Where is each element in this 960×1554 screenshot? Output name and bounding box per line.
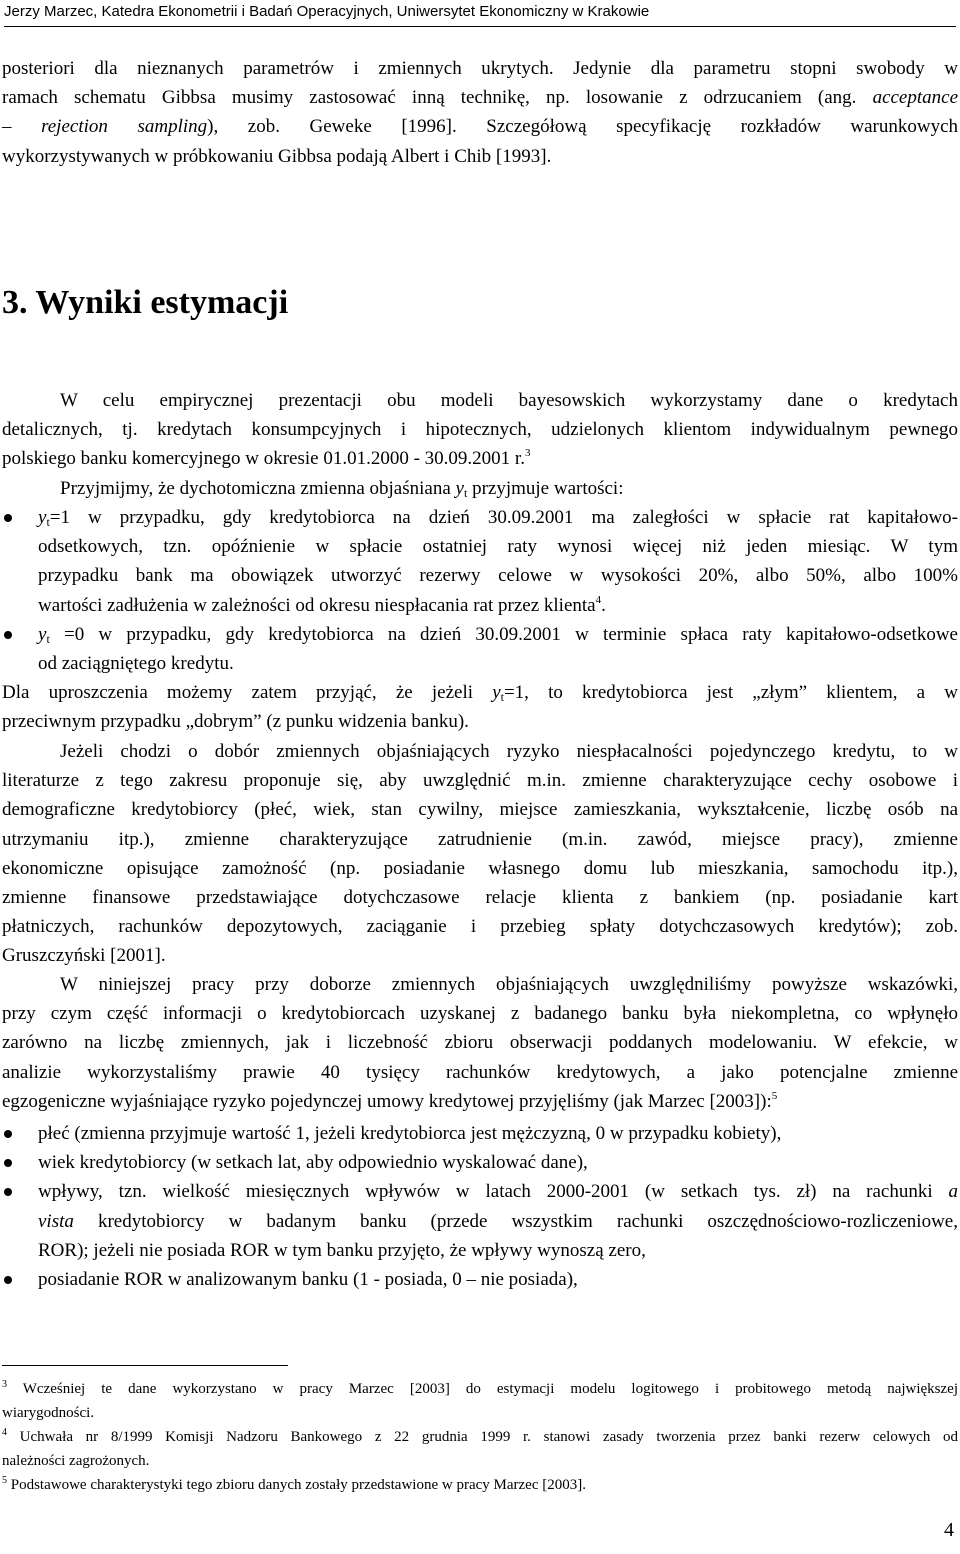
footnote-ref: 4 <box>595 593 602 606</box>
bullet-dot <box>4 1130 12 1138</box>
text-line: zmienne finansowe przedstawiające dotychczasowe relacje klienta z bankiem (np. posiadanie kart <box>2 887 958 909</box>
text-line: Jeżeli chodzi o dobór zmiennych objaśniających ryzyko niespłacalności pojedynczego kredytu, to w <box>60 741 958 762</box>
list-item <box>2 1119 958 1148</box>
bullet-dot <box>4 514 12 522</box>
text-line: ekonomiczne opisujące zamożność (np. posiadanie własnego domu lub mieszkania, samochodu itp.), <box>2 857 958 879</box>
text-line: – rejection sampling), zob. Geweke [1996]. Szczegółową specyfikację rozkładów warunkowych <box>2 116 959 138</box>
text-line: posiadanie ROR w analizowanym banku (1 - posiada, 0 – nie posiada), <box>38 1269 578 1291</box>
text-line: zarówno na liczbę zmiennych, jak i liczebność zbioru obserwacji poddanych modelowaniu. W efekcie, w <box>2 1032 958 1054</box>
list-item <box>2 620 958 678</box>
section-heading: 3. Wyniki estymacji <box>2 284 289 321</box>
text-line: Gruszczyński [2001]. <box>2 945 166 967</box>
footnote-4: $^4$ Uchwała nr 8/1999 Komisji Nadzoru Bankowego z 22 grudnia 1999 r. stanowi zasady tworzenia przez banki rezerw celowych od <box>2 1427 958 1445</box>
list-item <box>2 1148 958 1177</box>
text-line: W celu empirycznej prezentacji obu modeli bayesowskich wykorzystamy dane o kredytach <box>60 390 958 411</box>
text-line: utrzymaniu itp.), zmienne charakteryzujące zatrudnienie (m.in. zawód, miejsce pracy), zmienne <box>2 828 958 850</box>
text-line: płeć (zmienna przyjmuje wartość 1, jeżeli kredytobiorca jest mężczyzną, 0 w przypadku kobiety), <box>38 1123 782 1144</box>
text-line: przeciwnym przypadku „dobrym” (z punku widzenia banku). <box>2 711 469 733</box>
bullet-dot <box>4 1159 12 1167</box>
text-line: polskiego banku komercyjnego w okresie 01.01.2000 - 30.09.2001 r.$^3$ <box>2 447 531 470</box>
footnote-4-cont: należności zagrożonych. <box>2 1453 150 1469</box>
running-header: Jerzy Marzec, Katedra Ekonometrii i Badań Operacyjnych, Uniwersytet Ekonomiczny w Krakowie <box>4 0 956 27</box>
bullet-dot <box>4 1188 12 1196</box>
variable-list <box>2 1119 958 1294</box>
footnote-ref: 3 <box>524 447 531 460</box>
text-line: płatniczych, rachunków depozytowych, zaciąganie i przebieg spłaty dotychczasowych kredytów); zob. <box>2 916 958 938</box>
page-number: 4 <box>944 1519 954 1541</box>
text-line: literaturze z tego zakresu proponuje się, aby uwzględnić m.in. zmienne charakteryzujące cechy osobowe i <box>2 770 958 792</box>
text-line: wartości zadłużenia w zależności od okresu niespłacania rat przez klienta$^4$. <box>38 593 606 616</box>
footnote-3-cont: wiarygodności. <box>2 1405 95 1421</box>
list-item <box>2 1265 958 1294</box>
intro-paragraph <box>2 54 958 171</box>
text-line: ramach schematu Gibbsa musimy zastosować inną technikę, np. losowanie z odrzucaniem (ang. acceptance <box>2 87 959 109</box>
footnotes <box>2 1377 958 1497</box>
bullet-list <box>2 503 958 678</box>
text-line: demograficzne kredytobiorcy (płeć, wiek, stan cywilny, miejsce zamieszkania, wykształcenie, liczbę osób na <box>2 799 958 821</box>
paragraph <box>2 737 958 971</box>
text-line: egzogeniczne wyjaśniające ryzyko pojedynczej umowy kredytowej przyjęliśmy (jak Marzec [2003]):$^5$ <box>2 1089 778 1112</box>
footnote-ref: 5 <box>771 1089 778 1102</box>
text-line: odsetkowych, tzn. opóźnienie w spłacie ostatniej raty wynosi więcej niż jeden miesiąc. W tym <box>38 536 958 558</box>
text-line: wykorzystywanych w próbkowaniu Gibbsa podają Albert i Chib [1993]. <box>2 145 552 167</box>
text-line: przy czym część informacji o kredytobiorcach uzyskanej z badanego banku była niekompletna, co wpłynęło <box>2 1003 958 1025</box>
paragraph <box>2 970 958 1116</box>
text-line: posteriori dla nieznanych parametrów i zmiennych ukrytych. Jedynie dla parametru stopni swobody w <box>2 58 958 79</box>
paragraph <box>2 386 958 503</box>
text-line: przypadku bank ma obowiązek utworzyć rezerwy celowe w wysokości 20%, albo 50%, albo 100% <box>38 565 958 587</box>
text-line: $y_t =0$ w przypadku, gdy kredytobiorca na dzień 30.09.2001 w terminie spłaca raty kapitałowo-odsetkowe <box>38 623 958 646</box>
bullet-dot <box>4 1276 12 1284</box>
text-line: Dla uproszczenia możemy zatem przyjąć, że jeżeli $y_t=1$, to kredytobiorca jest „złym” klientem, a w <box>2 682 958 704</box>
text-line: ROR); jeżeli nie posiada ROR w tym banku przyjęto, że wpływy wynoszą zero, <box>38 1239 646 1261</box>
text-line: analizie wykorzystaliśmy prawie 40 tysięcy rachunków kredytowych, a jako potencjalne zmienne <box>2 1061 958 1083</box>
footnote-5: $^5$ Podstawowe charakterystyki tego zbioru danych zostały przedstawione w pracy Marzec [2003]. <box>2 1475 586 1493</box>
text-line: wpływy, tzn. wielkość miesięcznych wpływów w latach 2000-2001 (w setkach tys. zł) na rachunki a <box>38 1181 958 1203</box>
bullet-dot <box>4 631 12 639</box>
footnote-3: $^3$ Wcześniej te dane wykorzystano w pracy Marzec [2003] do estymacji modelu logitowego i probitowego metodą największej <box>2 1379 958 1397</box>
text-line: detalicznych, tj. kredytach konsumpcyjnych i hipotecznych, udzielonych klientom indywidualnym pewnego <box>2 419 958 441</box>
text-line: $y_t=1$ w przypadku, gdy kredytobiorca na dzień 30.09.2001 ma zaległości w spłacie rat kapitałowo- <box>38 507 958 529</box>
text-line: W niniejszej pracy przy doborze zmiennych objaśniających uwzględniliśmy powyższe wskazówki, <box>60 974 958 995</box>
list-item <box>2 1177 958 1265</box>
footnote-separator <box>2 1365 288 1366</box>
text-line: vista kredytobiorcy w badanym banku (przede wszystkim rachunki oszczędnościowo-rozliczeniowe, <box>38 1210 958 1232</box>
text-line: od zaciągniętego kredytu. <box>38 653 234 675</box>
list-item <box>2 503 958 620</box>
text-line: wiek kredytobiorcy (w setkach lat, aby odpowiednio wyskalować dane), <box>38 1152 588 1174</box>
text-line: Przyjmijmy, że dychotomiczna zmienna objaśniana $y_t$ przyjmuje wartości: <box>60 477 624 500</box>
paragraph <box>2 678 958 736</box>
